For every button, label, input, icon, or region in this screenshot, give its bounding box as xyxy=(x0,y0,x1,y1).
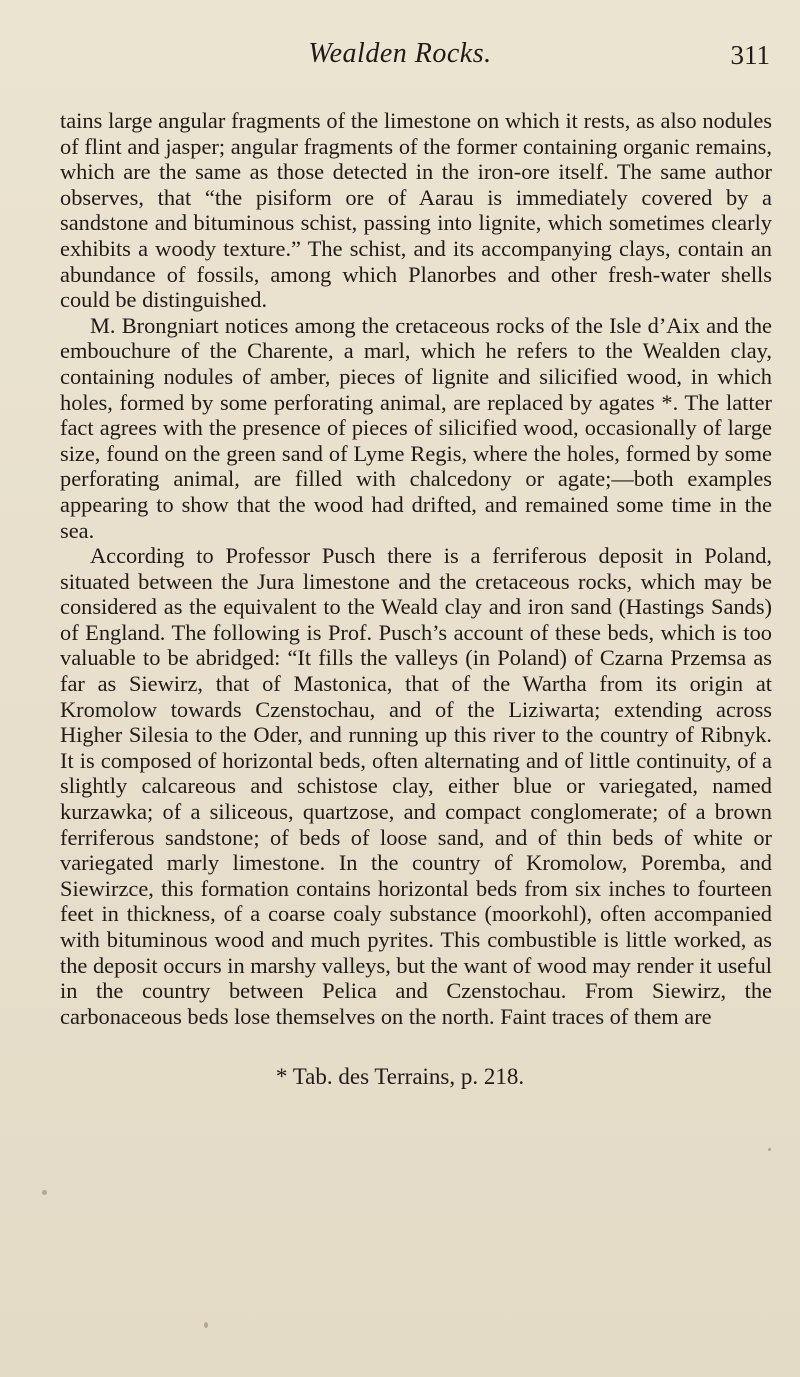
paper-speck xyxy=(768,1148,771,1151)
page-number: 311 xyxy=(730,40,770,70)
paragraph-3: According to Professor Pusch there is a ferriferous deposit in Poland, situated between the Jura limestone and the cretaceous rocks, which may be considered as the equivalent to the Weald clay and iron sand (Hastings Sands) of England. The following is Prof. Pusch’s account of these beds, which is too valuable to be abridged: “It fills the valleys (in Poland) of Czarna Przemsa as far as Siewirz, that of Mastonica, that of the Wartha from its origin at Kromolow towards Czenstochau, and of the Liziwarta; extending across Higher Silesia to the Oder, and running up this river to the country of Ribnyk. It is composed of horizontal beds, often alternating and of little continuity, of a slightly calcareous and schistose clay, either blue or variegated, named kurzawka; of a siliceous, quartzose, and compact conglomerate; of a brown ferriferous sandstone; of beds of loose sand, and of thin beds of white or variegated marly limestone. In the country of Kromolow, Poremba, and Siewirzce, this formation contains horizontal beds from six inches to fourteen feet in thickness, of a coarse coaly substance (moorkohl), often accompanied with bituminous wood and much pyrites. This combustible is little worked, as the deposit occurs in marshy valleys, but the want of wood may render it useful in the country between Pelica and Czenstochau. From Siewirz, the carbonaceous beds lose themselves on the north. Faint traces of them are xyxy=(60,543,772,1029)
paragraph-1: tains large angular fragments of the limestone on which it rests, as also nodules of flint and jasper; angular fragments of the former containing organic remains, which are the same as those detected in the iron-ore itself. The same author observes, that “the pisiform ore of Aarau is immediately covered by a sandstone and bituminous schist, passing into lignite, which sometimes clearly exhibits a woody texture.” The schist, and its accompanying clays, contain an abundance of fossils, among which Planorbes and other fresh-water shells could be distinguished. xyxy=(60,108,772,313)
paper-speck xyxy=(42,1190,47,1195)
paragraph-2: M. Brongniart notices among the cretaceous rocks of the Isle d’Aix and the embouchure of the Charente, a marl, which he refers to the Wealden clay, containing nodules of amber, pieces of lignite and silicified wood, in which holes, formed by some perforating animal, are replaced by agates *. The latter fact agrees with the presence of pieces of silicified wood, occasionally of large size, found on the green sand of Lyme Regis, where the holes, formed by some perforating animal, are filled with chalcedony or agate;—both examples appearing to show that the wood had drifted, and remained some time in the sea. xyxy=(60,312,772,543)
running-title: Wealden Rocks. xyxy=(308,38,492,69)
body-text xyxy=(60,108,772,1029)
paper-speck xyxy=(204,1322,208,1328)
page-header xyxy=(0,38,800,78)
footnote: * Tab. des Terrains, p. 218. xyxy=(275,1064,525,1089)
